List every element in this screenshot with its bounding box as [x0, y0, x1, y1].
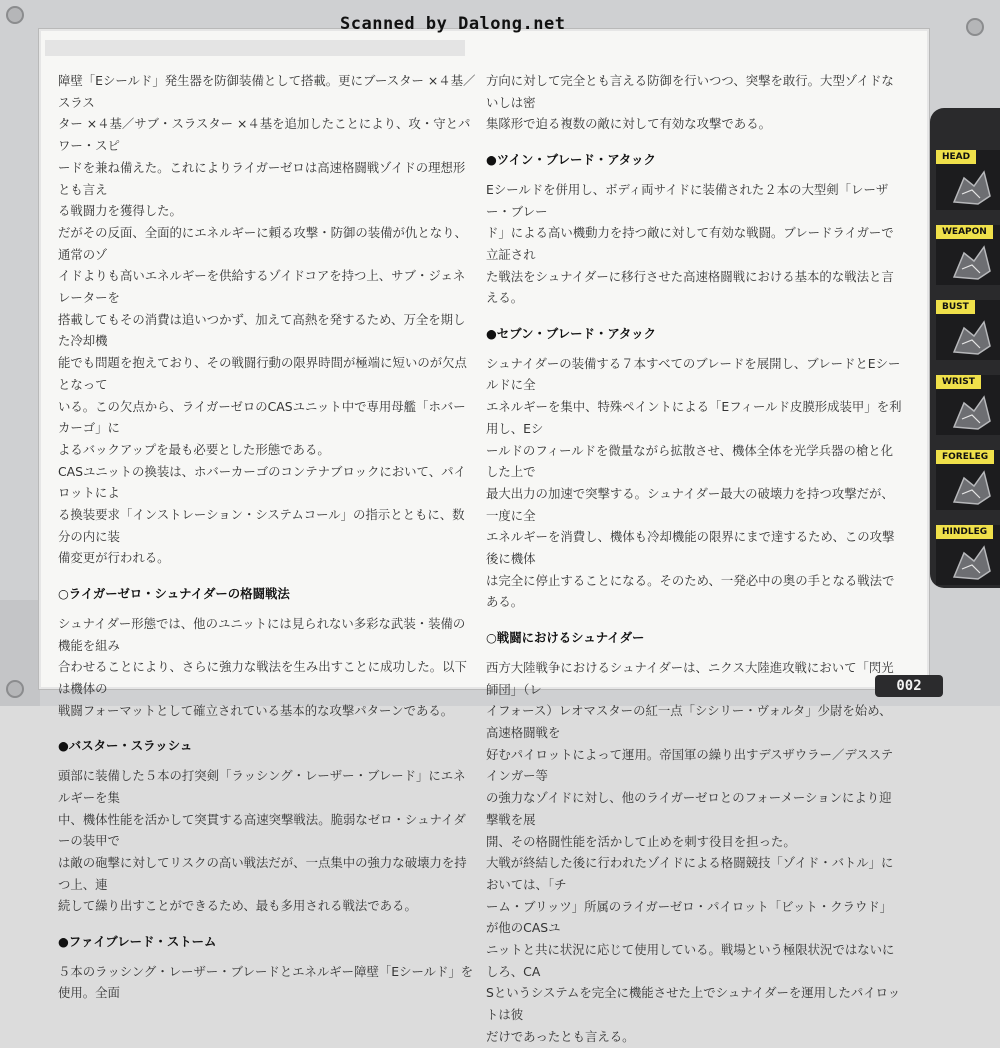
- body-text-line: の強力なゾイドに対し、他のライガーゼロとのフォーメーションにより迎撃戦を展: [486, 790, 892, 827]
- tab-label: HEAD: [936, 150, 976, 164]
- body-text-line: CASユニットの換装は、ホバーカーゴのコンテナブロックにおいて、パイロットによ: [58, 463, 466, 501]
- body-text-line: いる。この欠点から、ライガーゼロのCASユニット中で専用母艦「ホバーカーゴ」に: [58, 398, 466, 436]
- body-text-line: ールドのフィールドを微量ながら拡散させ、機体全体を光学兵器の槍と化した上で: [486, 442, 894, 480]
- body-text-line: シュナイダー形態では、他のユニットには見られない多彩な武装・装備の機能を組み: [58, 615, 466, 653]
- body-text-line: イフォース）レオマスターの紅一点「シシリー・ヴォルタ」少尉を始め、高速格闘戦を: [486, 703, 892, 740]
- body-text-line: 能でも問題を抱えており、その戦闘行動の限界時間が極端に短いのが欠点となって: [58, 355, 467, 392]
- body-text-line: 障壁「Eシールド」発生器を防御装備として搭載。更にブースター ×４基／スラス: [58, 73, 476, 110]
- body-text-line: は敵の砲撃に対してリスクの高い戦法だが、一点集中の強力な破壊力を持つ上、連: [58, 854, 467, 892]
- zoid-part-illustration-icon: [950, 243, 994, 283]
- zoid-part-illustration-icon: [950, 468, 994, 508]
- body-text-line: る換装要求「インストレーション・システムコール」の指示とともに、数分の内に装: [58, 507, 465, 544]
- body-text-line: ードを兼ね備えた。これによりライガーゼロは高速格闘戦ゾイドの理想形とも言え: [58, 159, 466, 197]
- section-heading: ●ツイン・ブレード・アタック: [486, 152, 656, 168]
- corner-screw: [6, 680, 24, 698]
- body-text-line: 合わせることにより、さらに強力な戦法を生み出すことに成功した。以下は機体の: [58, 659, 467, 696]
- tab-weapon[interactable]: [936, 225, 1000, 285]
- section-heading: ○戦闘におけるシュナイダー: [486, 630, 645, 646]
- right-column: [486, 70, 902, 1048]
- tab-label: FORELEG: [936, 450, 994, 464]
- tab-wrist[interactable]: [936, 375, 1000, 435]
- zoid-part-illustration-icon: [950, 318, 994, 358]
- left-column: [58, 70, 476, 1004]
- body-text-line: 集隊形で迫る複数の敵に対して有効な攻撃である。: [486, 116, 771, 132]
- body-text-line: 戦闘フォーマットとして確立されている基本的な攻撃パターンである。: [58, 702, 454, 718]
- body-text-line: る戦闘力を獲得した。: [58, 203, 182, 219]
- body-text-line: ター ×４基／サブ・スラスター ×４基を追加したことにより、攻・守とパワー・スピ: [58, 116, 471, 154]
- body-text-line: 方向に対して完全とも言える防御を行いつつ、突撃を敢行。大型ゾイドないしは密: [486, 73, 894, 110]
- body-text-line: エネルギーを集中、特殊ペイントによる「Eフィールド皮膜形成装甲」を利用し、Eシ: [486, 399, 902, 436]
- body-text-line: だけであったとも言える。: [486, 1028, 635, 1044]
- body-text-line: ニットと共に状況に応じて使用している。戦場という極限状況ではないにしろ、CA: [486, 942, 895, 979]
- body-text-line: シュナイダーの装備する７本すべてのブレードを展開し、ブレードとEシールドに全: [486, 355, 901, 393]
- tab-hindleg[interactable]: [936, 525, 1000, 585]
- body-text-line: 好むパイロットによって運用。帝国軍の繰り出すデスザウラー／デスステインガー等: [486, 746, 894, 784]
- body-text-line: 備変更が行われる。: [58, 550, 170, 566]
- header-band: [45, 40, 465, 56]
- body-text-line: 大戦が終結した後に行われたゾイドによる格闘競技「ゾイド・バトル」においては、「チ: [486, 855, 894, 892]
- tab-head[interactable]: [936, 150, 1000, 210]
- section-heading: ○ライガーゼロ・シュナイダーの格闘戦法: [58, 586, 290, 602]
- body-text-line: Eシールドを併用し、ボディ両サイドに装備された２本の大型剣「レーザー・ブレー: [486, 181, 889, 219]
- tab-label: WEAPON: [936, 225, 993, 239]
- zoid-part-illustration-icon: [950, 393, 994, 433]
- watermark: Scanned by Dalong.net: [340, 14, 566, 34]
- section-heading: ●バスター・スラッシュ: [58, 738, 193, 754]
- body-text-line: ５本のラッシング・レーザー・ブレードとエネルギー障壁「Eシールド」を使用。全面: [58, 963, 474, 1001]
- body-text-line: よるバックアップを最も必要とした形態である。: [58, 441, 330, 457]
- zoid-part-illustration-icon: [950, 543, 994, 583]
- section-heading: ●セブン・ブレード・アタック: [486, 326, 657, 342]
- corner-screw: [966, 18, 984, 36]
- tab-bust[interactable]: [936, 300, 1000, 360]
- page-number: 002: [875, 675, 943, 697]
- body-text-line: 頭部に装備した５本の打突剣「ラッシング・レーザー・ブレード」にエネルギーを集: [58, 768, 466, 805]
- body-text-line: ーム・ブリッツ」所属のライガーゼロ・パイロット「ビット・クラウド」が他のCASユ: [486, 898, 893, 936]
- tab-label: BUST: [936, 300, 975, 314]
- zoid-part-illustration-icon: [950, 168, 994, 208]
- tab-label: WRIST: [936, 375, 981, 389]
- body-text-line: 搭載してもその消費は追いつかず、加えて高熱を発するため、万全を期した冷却機: [58, 311, 466, 349]
- body-text-line: だがその反面、全面的にエネルギーに頼る攻撃・防御の装備が仇となり、通常のゾ: [58, 224, 467, 262]
- body-text-line: ド」による高い機動力を持つ敵に対して有効な戦闘。ブレードライガーで立証され: [486, 225, 894, 262]
- body-text-line: Sというシステムを完全に機能させた上でシュナイダーを運用したパイロットは彼: [486, 985, 901, 1023]
- tab-label: HINDLEG: [936, 525, 993, 539]
- body-text-line: 続して繰り出すことができるため、最も多用される戦法である。: [58, 898, 417, 914]
- body-text-line: た戦法をシュナイダーに移行させた高速格闘戦における基本的な戦法と言える。: [486, 268, 894, 306]
- body-text-line: イドよりも高いエネルギーを供給するゾイドコアを持つ上、サブ・ジェネレーターを: [58, 268, 466, 306]
- body-text-line: 中、機体性能を活かして突貫する高速突撃戦法。脆弱なゼロ・シュナイダーの装甲で: [58, 811, 466, 849]
- body-text-line: エネルギーを消費し、機体も冷却機能の限界にまで達するため、この攻撃後に機体: [486, 529, 895, 567]
- section-heading: ●ファイブレード・ストーム: [58, 934, 217, 950]
- corner-screw: [6, 6, 24, 24]
- body-text-line: は完全に停止することになる。そのため、一発必中の奥の手となる戦法である。: [486, 572, 895, 610]
- body-text-line: 最大出力の加速で突撃する。シュナイダー最大の破壊力を持つ攻撃だが、一度に全: [486, 485, 894, 523]
- body-text-line: 開、その格闘性能を活かして止めを刺す役目を担った。: [486, 833, 796, 849]
- body-text-line: 西方大陸戦争におけるシュナイダーは、ニクス大陸進攻戦において「閃光師団」（レ: [486, 659, 894, 697]
- tab-foreleg[interactable]: [936, 450, 1000, 510]
